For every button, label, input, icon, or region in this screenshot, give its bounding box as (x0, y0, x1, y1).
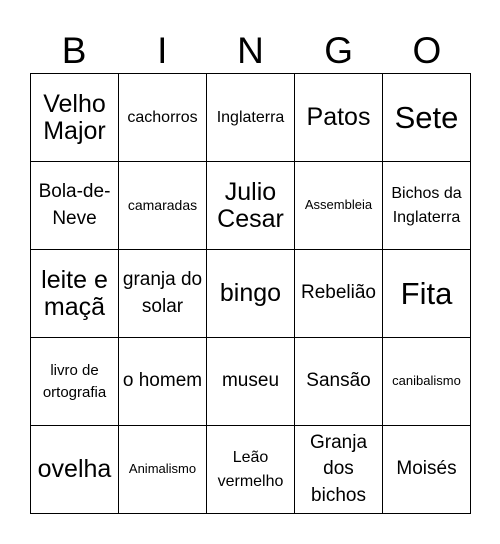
bingo-cell[interactable]: leite e maçã (31, 250, 119, 338)
bingo-cell[interactable]: Moisés (383, 426, 471, 514)
bingo-cell[interactable]: Inglaterra (207, 74, 295, 162)
bingo-board (30, 73, 471, 514)
bingo-cell[interactable]: Fita (383, 250, 471, 338)
bingo-cell[interactable]: camaradas (119, 162, 207, 250)
header-letter-n: N (237, 29, 264, 71)
bingo-cell[interactable]: Assembleia (295, 162, 383, 250)
bingo-cell[interactable]: Bichos da Inglaterra (383, 162, 471, 250)
bingo-cell[interactable]: Leão vermelho (207, 426, 295, 514)
bingo-cell[interactable]: granja do solar (119, 250, 207, 338)
bingo-header (30, 26, 471, 74)
bingo-cell[interactable]: o homem (119, 338, 207, 426)
bingo-cell[interactable]: Julio Cesar (207, 162, 295, 250)
bingo-cell[interactable]: ovelha (31, 426, 119, 514)
header-letter-i: I (157, 29, 168, 71)
header-letter-b: B (61, 29, 87, 71)
bingo-cell[interactable]: bingo (207, 250, 295, 338)
bingo-cell[interactable]: museu (207, 338, 295, 426)
bingo-cell[interactable]: Patos (295, 74, 383, 162)
header-letter-g: G (324, 29, 354, 71)
bingo-cell[interactable]: Bola-de-Neve (31, 162, 119, 250)
bingo-cell[interactable]: cachorros (119, 74, 207, 162)
bingo-cell[interactable]: Granja dos bichos (295, 426, 383, 514)
bingo-cell[interactable]: Rebelião (295, 250, 383, 338)
bingo-cell[interactable]: Animalismo (119, 426, 207, 514)
bingo-cell[interactable]: Sansão (295, 338, 383, 426)
bingo-cell[interactable]: Sete (383, 74, 471, 162)
bingo-cell[interactable]: livro de ortografia (31, 338, 119, 426)
bingo-cell[interactable]: Velho Major (31, 74, 119, 162)
header-letter-o: O (412, 29, 442, 71)
bingo-cell[interactable]: canibalismo (383, 338, 471, 426)
